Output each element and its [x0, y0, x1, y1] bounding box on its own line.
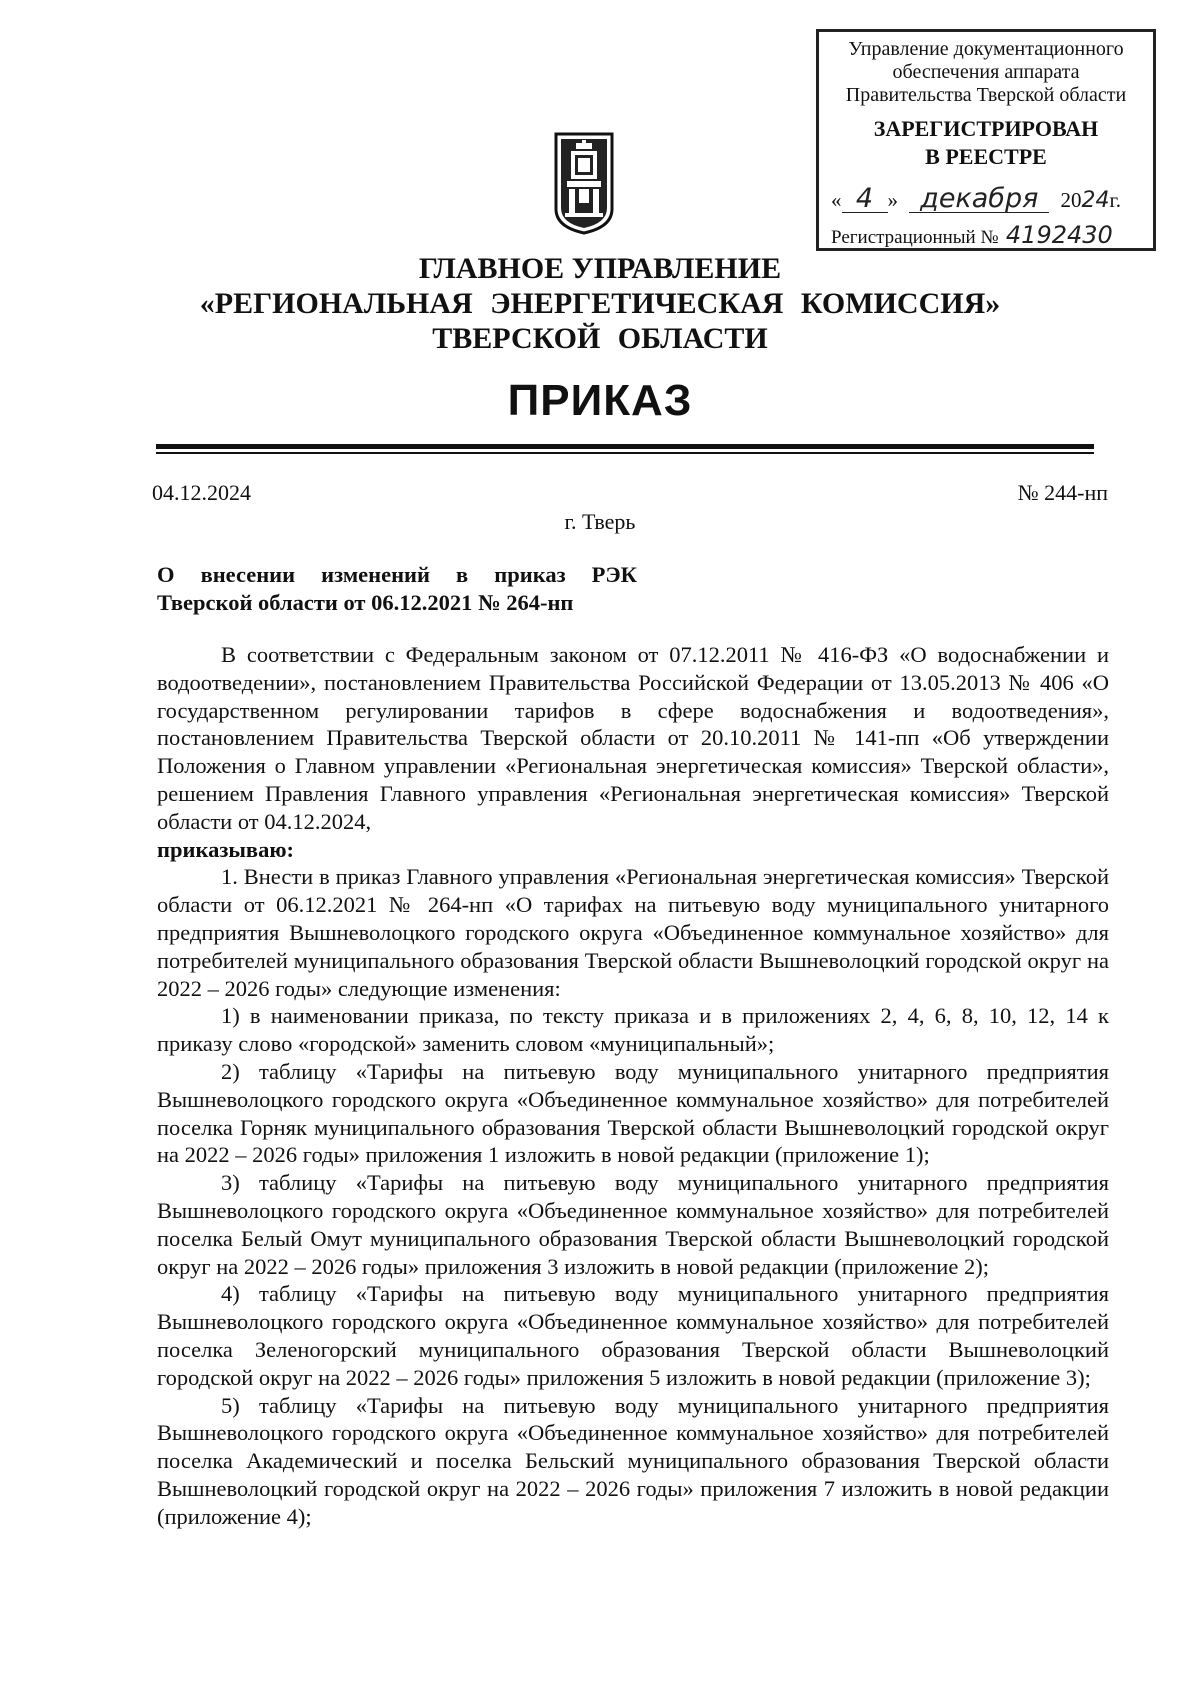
preamble-paragraph: В соответствии с Федеральным законом от 07.12.2011 № 416-ФЗ «О водоснабжении и водоотведении», постановлением Правительства Российской Федерации от 13.05.2013 № 406 «О государственном регулировании тарифов в сфере водоснабжения и водоотведения», постановлением Правительства Тверской области от 20.10.2011 № 141-пп «Об утверждении Положения о Главном управлении «Региональная энергетическая комиссия» Тверской области», решением Правления Главного управления «Региональная энергетическая комиссия» Тверской области от 04.12.2024,: [157, 642, 1109, 834]
stamp-status-line-2: В РЕЕСТРЕ: [925, 144, 1047, 169]
org-name-line-2: «РЕГИОНАЛЬНАЯ ЭНЕРГЕТИЧЕСКАЯ КОМИССИЯ»: [199, 287, 1001, 320]
subitem-1-paragraph: 1) в наименовании приказа, по тексту приказа и в приложениях 2, 4, 6, 8, 10, 12, 14 к приказу слово «городской» заменить словом «муниципальный»;: [157, 1003, 1109, 1057]
org-name-line-1: ГЛАВНОЕ УПРАВЛЕНИЕ: [418, 252, 782, 285]
stamp-org-line-2: обеспечения аппарата: [892, 61, 1080, 83]
item-1-paragraph: 1. Внести в приказ Главного управления «Региональная энергетическая комиссия» Тверской области от 06.12.2021 № 264-нп «О тарифах на питьевую воду муниципального унитарного предприятия Вышневолоцкого городского округа «Объединенное коммунальное хозяйство» для потребителей муниципального образования Тверской области Вышневолоцкий городской округ на 2022 – 2026 годы» следующие изменения:: [157, 864, 1109, 1001]
stamp-date-day-field: [842, 183, 888, 214]
stamp-date-year-suffix: 24: [1081, 188, 1110, 213]
subject-line-2: Тверской области от 06.12.2021 № 264-нп: [157, 590, 574, 615]
stamp-date: [831, 183, 1147, 221]
registration-stamp: [816, 29, 1156, 251]
document-subject: [157, 561, 637, 617]
document-body: [157, 641, 1109, 1531]
subitem-5-paragraph: 5) таблицу «Тарифы на питьевую воду муниципального унитарного предприятия Вышневолоцкого городского округа «Объединенное коммунальное хозяйство» для потребителей поселка Академический и поселка Бельский муниципального образования Тверской области Вышневолоцкий городской округ на 2022 – 2026 годы» приложения 7 изложить в новой редакции (приложение 4);: [157, 1392, 1109, 1529]
header-divider-thick: [156, 444, 1094, 449]
stamp-date-year-prefix: 20: [1060, 188, 1082, 212]
stamp-status-line-1: ЗАРЕГИСТРИРОВАН: [873, 116, 1099, 141]
stamp-reg-number: [831, 221, 1151, 250]
document-date: 04.12.2024: [152, 480, 251, 505]
stamp-org-line-1: Управление документационного: [848, 38, 1124, 60]
stamp-reg-number-field: [1003, 221, 1115, 250]
order-word: приказываю:: [157, 836, 295, 862]
subject-line-1: О внесении изменений в приказ РЭК: [157, 562, 637, 587]
stamp-date-month-field: [909, 183, 1049, 214]
subitem-2-paragraph: 2) таблицу «Тарифы на питьевую воду муниципального унитарного предприятия Вышневолоцкого городского округа «Объединенное коммунальное хозяйство» для потребителей поселка Горняк муниципального образования Тверской области Вышневолоцкий городской округ на 2022 – 2026 годы» приложения 1 изложить в новой редакции (приложение 1);: [157, 1058, 1109, 1168]
stamp-org-line-3: Правительства Тверской области: [845, 84, 1127, 106]
stamp-status: [819, 115, 1153, 171]
stamp-date-open-quote: «: [831, 188, 842, 212]
stamp-reg-number-value: 4192430: [1005, 221, 1113, 249]
stamp-date-close-quote: »: [887, 188, 898, 212]
document-type-title: ПРИКАЗ: [507, 376, 693, 425]
document-city: г. Тверь: [564, 509, 636, 534]
coat-of-arms-icon: [553, 131, 615, 235]
subitem-3-paragraph: 3) таблицу «Тарифы на питьевую воду муниципального унитарного предприятия Вышневолоцкого городского округа «Объединенное коммунальное хозяйство» для потребителей поселка Белый Омут муниципального образования Тверской области Вышневолоцкий городской округ на 2022 – 2026 годы» приложения 3 изложить в новой редакции (приложение 2);: [157, 1170, 1109, 1279]
org-name-line-3: ТВЕРСКОЙ ОБЛАСТИ: [432, 322, 768, 355]
document-number: № 244-нп: [1017, 480, 1108, 505]
stamp-date-day: 4: [855, 183, 874, 214]
header-divider-thin: [156, 452, 1094, 454]
stamp-date-g: г.: [1109, 188, 1121, 212]
stamp-date-month: декабря: [920, 183, 1039, 214]
stamp-reg-label: Регистрационный №: [831, 227, 999, 248]
subitem-4-paragraph: 4) таблицу «Тарифы на питьевую воду муниципального унитарного предприятия Вышневолоцкого городского округа «Объединенное коммунальное хозяйство» для потребителей поселка Зеленогорский муниципального образования Тверской области Вышневолоцкий городской округ на 2022 – 2026 годы» приложения 5 изложить в новой редакции (приложение 3);: [157, 1281, 1109, 1390]
